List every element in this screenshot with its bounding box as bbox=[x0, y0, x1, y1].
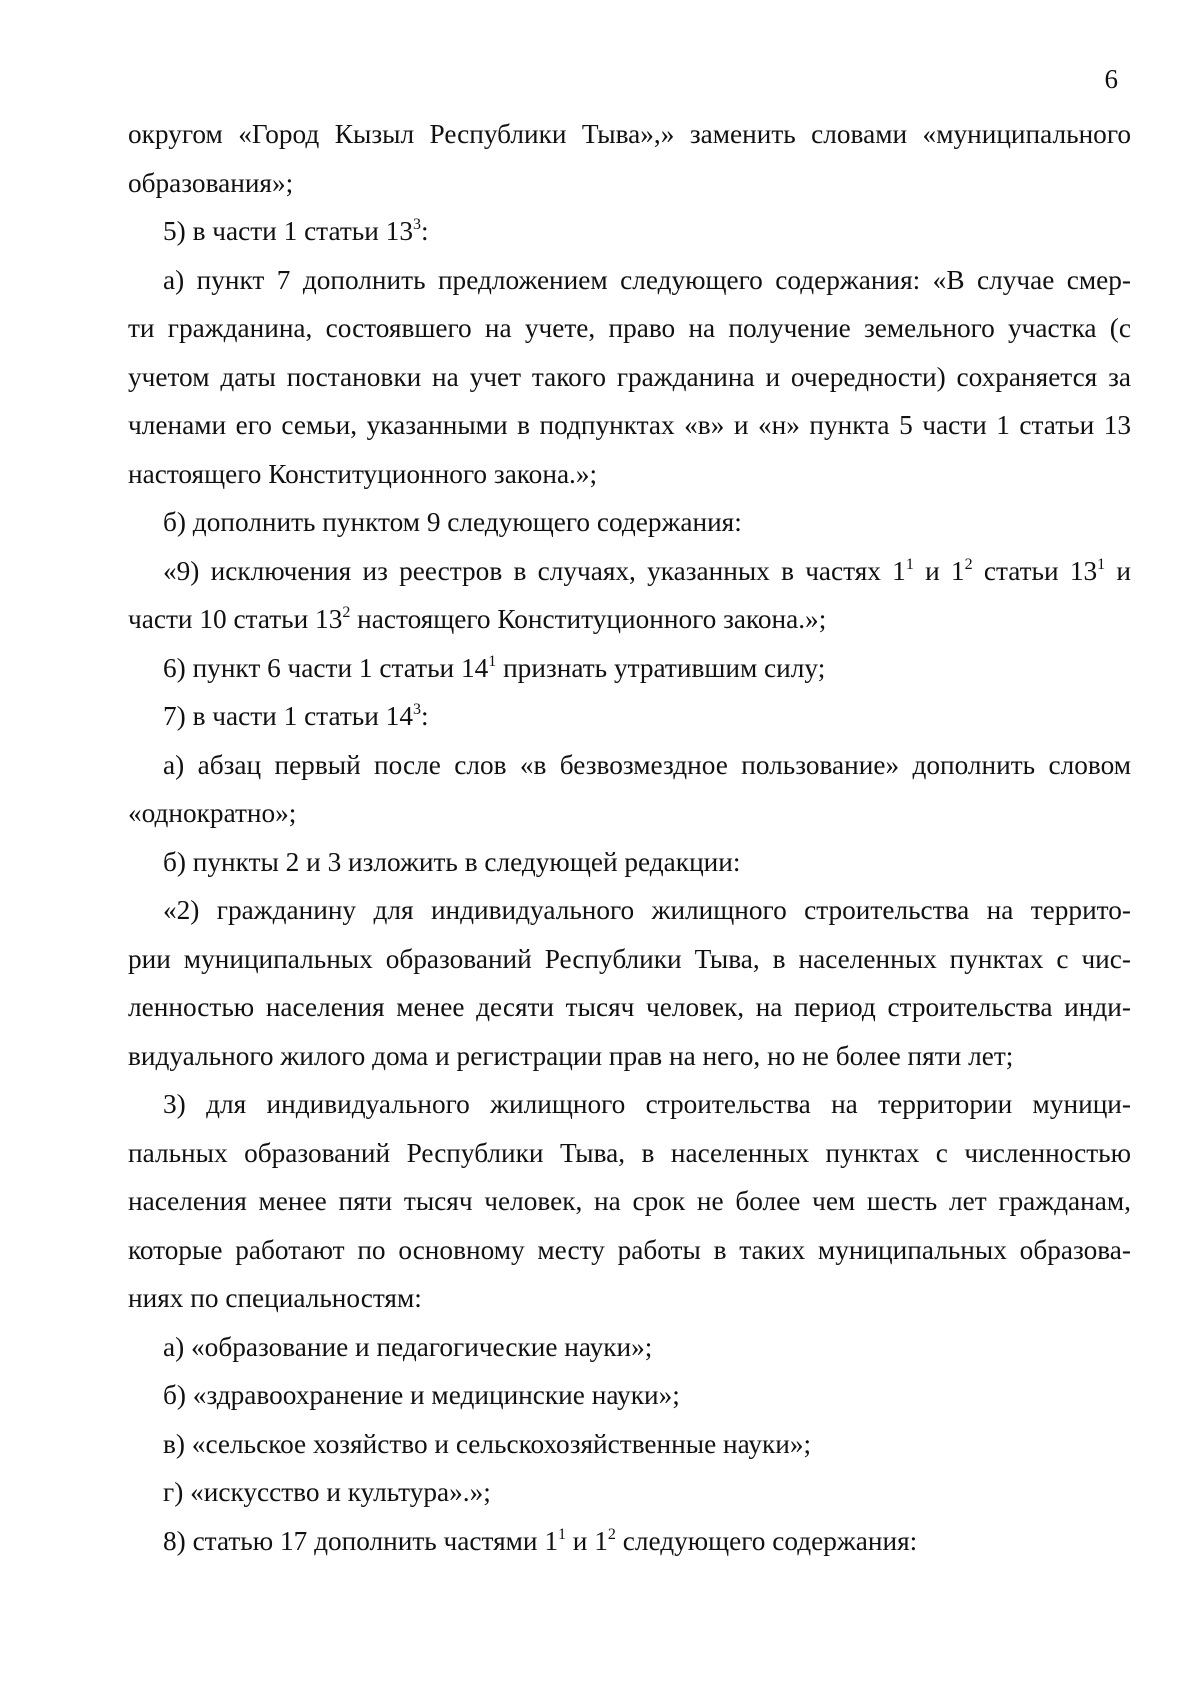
text-line: 6) пункт 6 части 1 статьи $14^1$ признать утратившим силу; bbox=[163, 652, 826, 683]
text-line: б) «здравоохранение и медицинские науки»; bbox=[163, 1380, 680, 1410]
text-line: видуального жилого дома и регистрации прав на него, но не более пяти лет; bbox=[128, 1040, 1014, 1071]
text-line: «2) гражданину для индивидуального жилищного строительства на террито- bbox=[163, 895, 1131, 925]
document-body bbox=[128, 110, 1131, 1565]
text-line: рии муниципальных образований Республики Тыва, в населенных пунктах с чис- bbox=[128, 943, 1131, 974]
text-line: г) «искусство и культура».»; bbox=[163, 1477, 491, 1507]
text-line: которые работают по основному месту работы в таких муниципальных образова- bbox=[128, 1234, 1131, 1265]
text-line: части 10 статьи $13^2$ настоящего Конституционного закона.»; bbox=[128, 604, 827, 634]
text-line: 5) в части 1 статьи $13^3$: bbox=[163, 216, 429, 246]
text-line: учетом даты постановки на учет такого гражданина и очередности) сохраняется за bbox=[128, 361, 1131, 392]
text-line: «9) исключения из реестров в случаях, указанных в частях $1^1$ и $1^2$ статьи $13^1$ и bbox=[163, 555, 1131, 586]
text-line: образования»; bbox=[128, 167, 294, 198]
text-line: б) пункты 2 и 3 изложить в следующей редакции: bbox=[163, 846, 741, 877]
text-line: а) «образование и педагогические науки»; bbox=[163, 1331, 653, 1362]
text-line: пальных образований Республики Тыва, в населенных пунктах с численностью bbox=[128, 1137, 1131, 1168]
text-line: округом «Город Кызыл Республики Тыва»,» заменить словами «муниципального bbox=[128, 119, 1131, 149]
text-line: «однократно»; bbox=[128, 798, 297, 828]
page-number: 6 bbox=[1104, 64, 1118, 94]
text-line: настоящего Конституционного закона.»; bbox=[128, 458, 598, 489]
text-line: в) «сельское хозяйство и сельскохозяйственные науки»; bbox=[163, 1428, 812, 1459]
text-line: 3) для индивидуального жилищного строительства на территории муници- bbox=[163, 1089, 1131, 1119]
text-line: населения менее пяти тысяч человек, на срок не более чем шесть лет гражданам, bbox=[128, 1186, 1131, 1216]
text-line: членами его семьи, указанными в подпунктах «в» и «н» пункта 5 части 1 статьи 13 bbox=[128, 410, 1131, 440]
text-line: а) абзац первый после слов «в безвозмездное пользование» дополнить словом bbox=[163, 749, 1131, 780]
text-line: 7) в части 1 статьи $14^3$: bbox=[163, 701, 429, 731]
text-line: ленностью населения менее десяти тысяч человек, на период строительства инди- bbox=[128, 992, 1131, 1022]
text-line: ти гражданина, состоявшего на учете, право на получение земельного участка (с bbox=[128, 313, 1131, 343]
text-line: а) пункт 7 дополнить предложением следующего содержания: «В случае смер- bbox=[163, 264, 1131, 295]
text-line: 8) статью 17 дополнить частями $1^1$ и $1^2$ следующего содержания: bbox=[163, 1525, 918, 1556]
text-line: б) дополнить пунктом 9 следующего содержания: bbox=[163, 507, 742, 537]
text-line: ниях по специальностям: bbox=[128, 1283, 422, 1313]
